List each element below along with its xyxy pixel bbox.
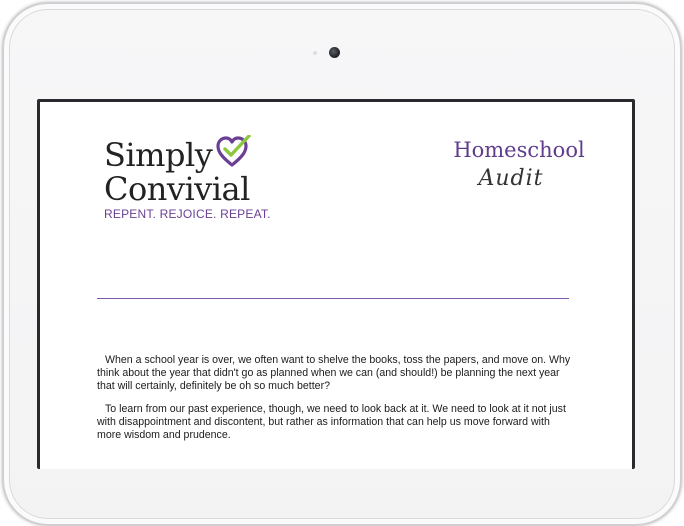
body-paragraph-1: When a school year is over, we often want to shelve the books, toss the papers, and move on. Why think about the year that didn't go as planned when we can (and should!) be planning the next year that will certainly, definitely be oh so much better? xyxy=(97,354,571,392)
heart-check-icon xyxy=(216,135,252,169)
document-title-line2: Audit xyxy=(478,166,544,191)
document-body xyxy=(97,354,575,453)
light-sensor xyxy=(313,51,317,55)
brand-tagline: REPENT. REJOICE. REPEAT. xyxy=(104,207,271,221)
brand-line1-row xyxy=(104,138,294,172)
tablet-frame xyxy=(2,2,682,526)
body-paragraph-2: To learn from our past experience, though, we need to look back at it. We need to look at it not just with disappointment and discontent, but rather as information that can help us move forward with more wisdom and prudence. xyxy=(97,403,566,441)
brand-logo xyxy=(104,138,294,221)
document-title xyxy=(444,138,594,192)
camera-icon xyxy=(329,47,340,58)
document-title-line1: Homeschool xyxy=(453,138,585,162)
brand-name-line1: Simply xyxy=(104,136,213,174)
brand-name-line2: Convivial xyxy=(104,170,250,208)
title-divider xyxy=(97,298,569,299)
tablet-screen xyxy=(37,99,635,469)
document-page[interactable] xyxy=(40,102,632,469)
